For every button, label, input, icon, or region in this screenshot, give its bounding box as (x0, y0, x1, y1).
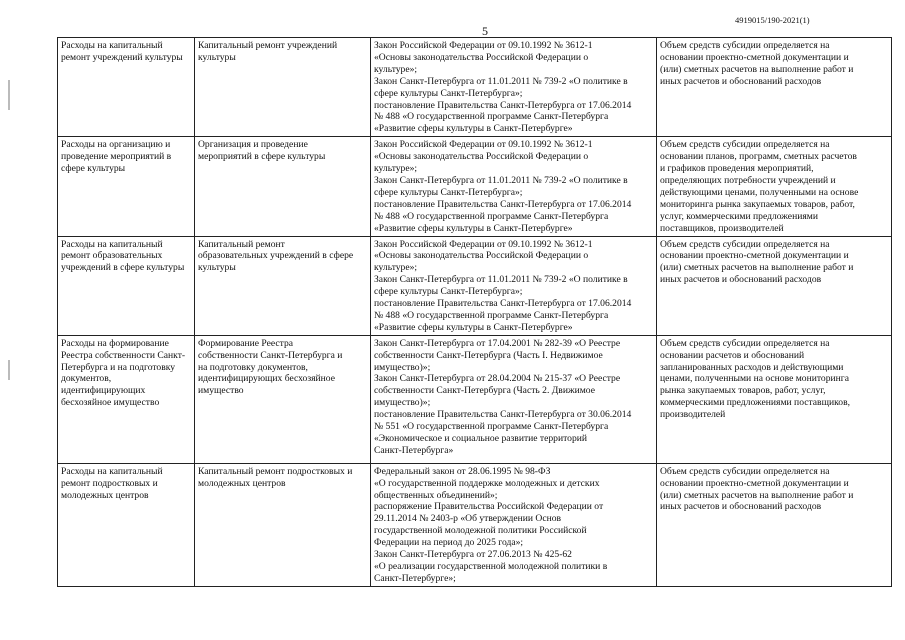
cell-text-line: основании проектно-сметной документации и (660, 51, 849, 63)
cell-text-line: собственности Санкт-Петербурга (Часть 2. Движимое (374, 385, 595, 397)
cell-text-line: документов, (61, 373, 112, 385)
cell-text-line: основании планов, программ, сметных расчетов (660, 151, 857, 163)
cell-text-line: коммерческими предложениями поставщиков, (660, 397, 851, 409)
cell-text-line: Расходы на формирование (61, 337, 169, 349)
cell-text-line: Реестра собственности Санкт- (61, 349, 186, 361)
cell-text-line: ценами, полученными на основе мониторинга (660, 373, 849, 385)
table-row (58, 137, 892, 236)
cell-text-line: Формирование Реестра (198, 337, 294, 349)
cell-text-line: № 551 «О государственной программе Санкт-Петербурга (374, 421, 609, 433)
cell-text-line: Объем средств субсидии определяется на (660, 40, 830, 51)
cell-text-line: молодежных центров (198, 477, 286, 489)
cell-text-line: образовательных учреждений в сфере (198, 250, 354, 262)
table-row (58, 463, 892, 586)
table-row (58, 236, 892, 335)
cell-text-line: культуре»; (374, 262, 418, 274)
cell-text-line: постановление Правительства Санкт-Петербурга от 30.06.2014 (374, 409, 632, 421)
cell-text-line: мониторинга рынка закупаемых товаров, работ, (660, 198, 855, 210)
expense-type-cell (58, 335, 195, 463)
cell-text-line: Закон Санкт-Петербурга от 11.01.2011 № 739-2 «О политике в (374, 75, 628, 87)
cell-text-line: Расходы на капитальный (61, 238, 163, 250)
expense-type-cell (58, 236, 195, 335)
cell-text-line: государственной молодежной политики Российской (374, 525, 587, 537)
cell-text-line: Расходы на капитальный (61, 40, 163, 51)
cell-text-line: и графиков проведения мероприятий, (660, 163, 814, 175)
cell-text-line: основании проектно-сметной документации и (660, 477, 849, 489)
scan-edge-mark (8, 80, 10, 110)
cell-text-line: рынка закупаемых товаров, работ, услуг, (660, 385, 826, 397)
calculation-method-cell (657, 335, 892, 463)
cell-text-line: имущество (198, 385, 244, 397)
legal-basis-cell (371, 38, 657, 137)
document-number: 4919015/190-2021(1) (735, 15, 810, 25)
cell-text-line: (или) сметных расчетов на выполнение работ и (660, 489, 854, 501)
cell-text-line: Капитальный ремонт учреждений (198, 40, 338, 51)
cell-text-line: «Экономическое и социальное развитие территорий (374, 433, 588, 444)
cell-text-line: Закон Российской Федерации от 09.10.1992 № 3612-1 (374, 40, 593, 51)
activity-cell (195, 236, 371, 335)
calculation-method-cell (657, 463, 892, 586)
cell-text-line: услуг, коммерческими предложениями (660, 210, 818, 222)
cell-text-line: Федеральный закон от 28.06.1995 № 98-ФЗ (374, 465, 551, 477)
cell-text-line: культуры (198, 51, 236, 63)
cell-text-line: Закон Санкт-Петербурга от 28.04.2004 № 215-37 «О Реестре (374, 373, 621, 385)
cell-text-line: определяющих потребности учреждений и (660, 174, 836, 186)
cell-text-line: Закон Санкт-Петербурга от 27.06.2013 № 425-62 (374, 549, 572, 561)
table-row (58, 38, 892, 137)
cell-text-line: имущество)»; (374, 361, 431, 373)
cell-text-line: иных расчетов и обоснований расходов (660, 501, 822, 513)
activity-cell (195, 335, 371, 463)
legal-basis-cell (371, 137, 657, 236)
cell-text-line: собственности Санкт-Петербурга (Часть I. Недвижимое (374, 349, 603, 361)
cell-text-line: мероприятий в сфере культуры (198, 151, 326, 163)
cell-text-line: Закон Российской Федерации от 09.10.1992 № 3612-1 (374, 139, 593, 151)
cell-text-line: «Развитие сферы культуры в Санкт-Петербурге» (374, 123, 573, 135)
cell-text-line: действующими ценами, полученными на основе (660, 186, 859, 198)
cell-text-line: Закон Санкт-Петербурга от 11.01.2011 № 739-2 «О политике в (374, 274, 628, 286)
cell-text-line: Организация и проведение (198, 139, 308, 151)
cell-text-line: молодежных центров (61, 489, 149, 501)
activity-cell (195, 463, 371, 586)
cell-text-line: бесхозяйное имущество (61, 397, 160, 409)
cell-text-line: Объем средств субсидии определяется на (660, 238, 830, 250)
cell-text-line: ремонт образовательных (61, 250, 163, 262)
table-row (58, 335, 892, 463)
cell-text-line: культуре»; (374, 163, 418, 175)
cell-text-line: ремонт подростковых и (61, 477, 158, 489)
cell-text-line: поставщиков, производителей (660, 222, 784, 234)
cell-text-line: проведение мероприятий в (61, 151, 172, 163)
cell-text-line: Капитальный ремонт (198, 238, 285, 250)
cell-text-line: Закон Санкт-Петербурга от 11.01.2011 № 739-2 «О политике в (374, 174, 628, 186)
cell-text-line: Расходы на организацию и (61, 139, 171, 151)
cell-text-line: ремонт учреждений культуры (61, 51, 183, 63)
cell-text-line: Расходы на капитальный (61, 465, 163, 477)
cell-text-line: постановление Правительства Санкт-Петербурга от 17.06.2014 (374, 99, 632, 111)
cell-text-line: «О государственной поддержке молодежных и детских (374, 477, 600, 489)
cell-text-line: идентифицирующих бесхозяйное (198, 373, 335, 385)
cell-text-line: запланированных расходов и действующими (660, 361, 844, 373)
cell-text-line: «Развитие сферы культуры в Санкт-Петербурге» (374, 222, 573, 234)
cell-text-line: иных расчетов и обоснований расходов (660, 75, 822, 87)
cell-text-line: культуры (198, 262, 236, 274)
legal-basis-cell (371, 463, 657, 586)
cell-text-line: иных расчетов и обоснований расходов (660, 274, 822, 286)
legal-basis-cell (371, 236, 657, 335)
cell-text-line: общественных объединений»; (374, 489, 498, 501)
expense-type-cell (58, 38, 195, 137)
cell-text-line: Санкт-Петербурге»; (374, 572, 456, 584)
cell-text-line: «О реализации государственной молодежной политики в (374, 561, 608, 572)
cell-text-line: учреждений в сфере культуры (61, 262, 185, 274)
cell-text-line: постановление Правительства Санкт-Петербурга от 17.06.2014 (374, 298, 632, 310)
cell-text-line: Капитальный ремонт подростковых и (198, 465, 353, 477)
cell-text-line: Закон Российской Федерации от 09.10.1992 № 3612-1 (374, 238, 593, 250)
calculation-method-cell (657, 236, 892, 335)
cell-text-line: Объем средств субсидии определяется на (660, 337, 830, 349)
page-number: 5 (482, 24, 488, 38)
cell-text-line: имущество)»; (374, 397, 431, 409)
cell-text-line: сфере культуры Санкт-Петербурга»; (374, 87, 523, 99)
expense-type-cell (58, 463, 195, 586)
expense-type-cell (58, 137, 195, 236)
cell-text-line: (или) сметных расчетов на выполнение работ и (660, 63, 854, 75)
cell-text-line: идентифицирующих (61, 385, 146, 397)
cell-text-line: основании проектно-сметной документации и (660, 250, 849, 262)
cell-text-line: производителей (660, 409, 726, 421)
cell-text-line: 29.11.2014 № 2403-р «Об утверждении Основ (374, 513, 562, 525)
cell-text-line: «Основы законодательства Российской Федерации о (374, 51, 589, 63)
cell-text-line: (или) сметных расчетов на выполнение работ и (660, 262, 854, 274)
cell-text-line: собственности Санкт-Петербурга и (198, 349, 343, 361)
cell-text-line: Федерации на период до 2025 года»; (374, 537, 524, 549)
cell-text-line: Санкт-Петербурга» (374, 444, 454, 456)
expenses-table (57, 37, 892, 587)
cell-text-line: сфере культуры Санкт-Петербурга»; (374, 186, 523, 198)
cell-text-line: № 488 «О государственной программе Санкт-Петербурга (374, 210, 609, 222)
cell-text-line: «Развитие сферы культуры в Санкт-Петербурге» (374, 321, 573, 333)
cell-text-line: постановление Правительства Санкт-Петербурга от 17.06.2014 (374, 198, 632, 210)
cell-text-line: № 488 «О государственной программе Санкт-Петербурга (374, 309, 609, 321)
cell-text-line: Закон Санкт-Петербурга от 17.04.2001 № 282-39 «О Реестре (374, 337, 621, 349)
cell-text-line: «Основы законодательства Российской Федерации о (374, 151, 589, 163)
cell-text-line: распоряжение Правительства Российской Федерации от (374, 501, 604, 513)
cell-text-line: Петербурга и на подготовку (61, 361, 176, 373)
calculation-method-cell (657, 38, 892, 137)
cell-text-line: Объем средств субсидии определяется на (660, 465, 830, 477)
calculation-method-cell (657, 137, 892, 236)
cell-text-line: Объем средств субсидии определяется на (660, 139, 830, 151)
cell-text-line: культуре»; (374, 63, 418, 75)
scan-edge-mark (8, 360, 10, 380)
cell-text-line: сфере культуры Санкт-Петербурга»; (374, 286, 523, 298)
cell-text-line: на подготовку документов, (198, 361, 308, 373)
legal-basis-cell (371, 335, 657, 463)
cell-text-line: сфере культуры (61, 163, 126, 175)
cell-text-line: № 488 «О государственной программе Санкт-Петербурга (374, 111, 609, 123)
activity-cell (195, 137, 371, 236)
cell-text-line: основании расчетов и обоснований (660, 349, 805, 361)
cell-text-line: «Основы законодательства Российской Федерации о (374, 250, 589, 262)
activity-cell (195, 38, 371, 137)
